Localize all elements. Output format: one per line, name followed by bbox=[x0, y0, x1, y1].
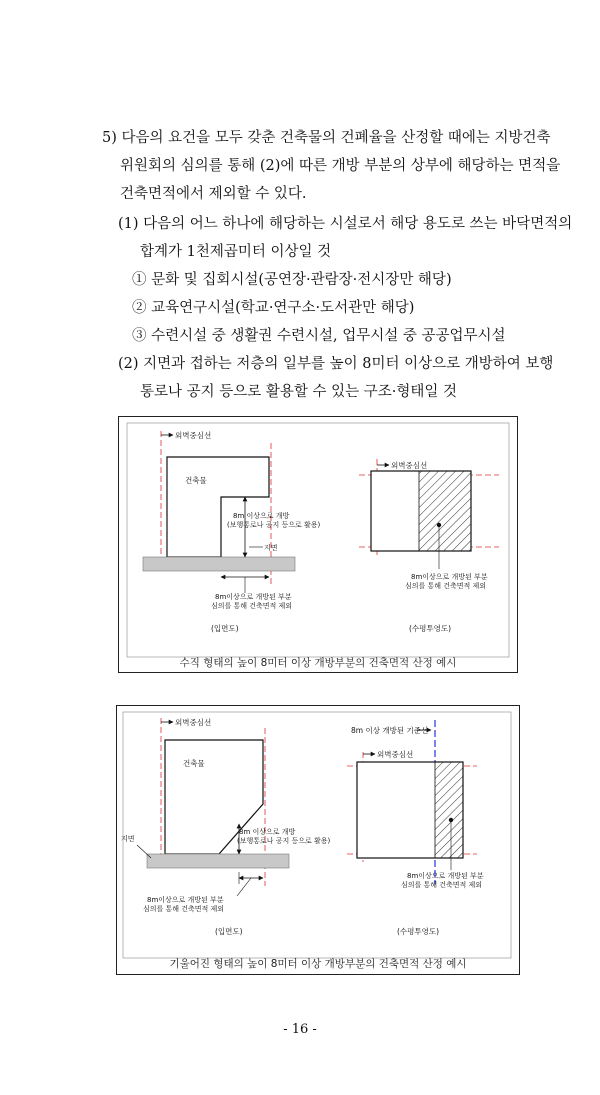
figure-vertical-opening bbox=[118, 416, 518, 673]
fig2-excl-label-2: 심의를 통해 건축면적 제외 bbox=[143, 905, 225, 913]
fig1-plan-wall-center-label: 외벽중심선 bbox=[391, 461, 428, 470]
fig2-open-label-2: (보행통로나 공지 등으로 활용) bbox=[237, 837, 331, 845]
fig2-wall-center-label: 외벽중심선 bbox=[175, 718, 212, 727]
fig2-building-label: 건축물 bbox=[183, 759, 205, 768]
sub2-line1: (2) 지면과 접하는 저층의 일부를 높이 8미터 이상으로 개방하여 보행 bbox=[118, 356, 554, 372]
sub1-line1: (1) 다음의 어느 하나에 해당하는 시설로서 해당 용도로 쓰는 바닥면적의 bbox=[118, 216, 573, 232]
sub1-line2: 합계가 1천제곱미터 이상일 것 bbox=[140, 244, 332, 260]
fig1-building-label: 건축물 bbox=[185, 476, 207, 485]
item5-line2: 위원회의 심의를 통해 (2)에 따른 개방 부분의 상부에 해당하는 면적을 bbox=[120, 158, 561, 174]
fig2-excl-label-1: 8m이상으로 개방된 부분 bbox=[147, 896, 224, 904]
figure2-drawing bbox=[117, 706, 519, 974]
criterion-2: ② 교육연구시설(학교·연구소·도서관만 해당) bbox=[132, 300, 415, 316]
figure2-caption: 기울어진 형태의 높이 8미터 이상 개방부분의 건축면적 산정 예시 bbox=[169, 958, 467, 970]
fig2-ground-label: 지면 bbox=[121, 835, 135, 843]
fig1-view-plan: (수평투영도) bbox=[409, 624, 452, 633]
fig1-plan-excl-label-1: 8m이상으로 개방된 부분 bbox=[411, 573, 488, 581]
fig1-building-outline bbox=[167, 457, 269, 557]
item5-line3: 건축면적에서 제외할 수 있다. bbox=[120, 186, 307, 202]
fig1-plan-excluded-area bbox=[419, 471, 471, 551]
sub2-line2: 통로나 공지 등으로 활용할 수 있는 구조·형태일 것 bbox=[140, 384, 458, 400]
fig2-view-plan: (수평투영도) bbox=[397, 927, 440, 936]
figure1-caption: 수직 형태의 높이 8미터 이상 개방부분의 건축면적 산정 예시 bbox=[179, 657, 457, 669]
criterion-1: ① 문화 및 집회시설(공연장·관람장·전시장만 해당) bbox=[132, 272, 452, 288]
figure1-drawing bbox=[119, 417, 517, 672]
page-number: - 16 - bbox=[283, 1022, 317, 1037]
fig1-excl-label-1: 8m이상으로 개방된 부분 bbox=[215, 593, 292, 601]
figure-inclined-opening bbox=[116, 705, 520, 975]
fig1-open-label-2: (보행통로나 공지 등으로 활용) bbox=[227, 521, 321, 529]
fig2-plan-excl-label-2: 심의를 통해 건축면적 제외 bbox=[401, 881, 483, 889]
fig2-ground bbox=[147, 854, 289, 868]
fig2-plan-wall-center-label: 외벽중심선 bbox=[377, 750, 414, 759]
fig1-view-elevation: (입면도) bbox=[211, 624, 239, 633]
fig1-open-label-1: 8m 이상으로 개방 bbox=[233, 512, 290, 520]
criterion-3: ③ 수련시설 중 생활권 수련시설, 업무시설 중 공공업무시설 bbox=[132, 328, 506, 344]
fig2-plan-excluded-area bbox=[435, 762, 463, 858]
fig2-ref-line-label: 8m 이상 개방된 기준선 bbox=[351, 726, 429, 735]
fig1-excl-label-2: 심의를 통해 건축면적 제외 bbox=[211, 602, 293, 610]
fig1-plan-excl-label-2: 심의를 통해 건축면적 제외 bbox=[405, 582, 487, 590]
fig2-open-label-1: 8m 이상으로 개방 bbox=[239, 828, 296, 836]
fig1-ground-label: 지면 bbox=[264, 544, 278, 552]
fig1-ground bbox=[143, 557, 295, 571]
item5-line1: 5) 다음의 요건을 모두 갖춘 건축물의 건폐율을 산정할 때에는 지방건축 bbox=[102, 130, 551, 146]
fig2-view-elevation: (입면도) bbox=[215, 927, 243, 936]
fig2-plan-excl-label-1: 8m이상으로 개방된 부분 bbox=[407, 872, 484, 880]
fig1-wall-center-label: 외벽중심선 bbox=[175, 431, 212, 440]
